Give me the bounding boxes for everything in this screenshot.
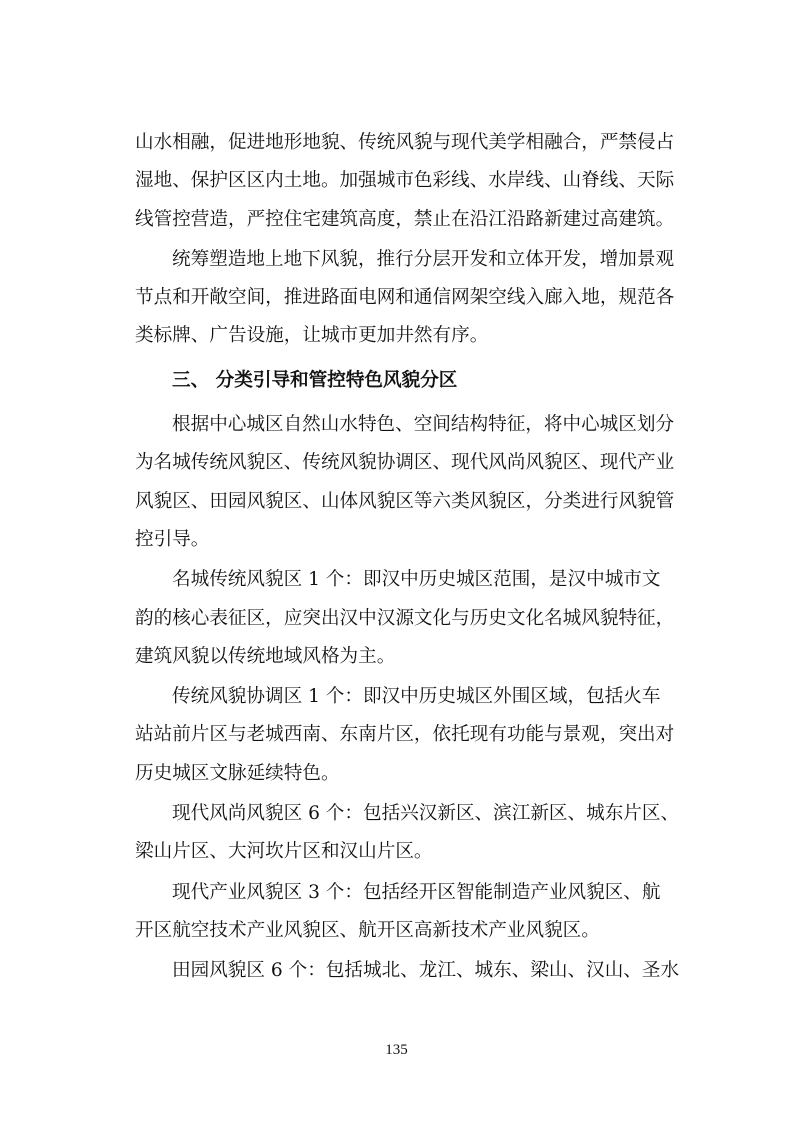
text-line: 统筹塑造地上地下风貌，推行分层开发和立体开发，增加景观	[172, 248, 675, 270]
page-number: 135	[385, 1042, 408, 1058]
text-line: 风貌区、田园风貌区、山体风貌区等六类风貌区，分类进行风貌管	[135, 490, 675, 512]
text-line: 站站前片区与老城西南、东南片区，依托现有功能与景观，突出对	[135, 724, 675, 746]
body-text	[135, 124, 701, 991]
text-line: 现代产业风貌区 3 个：包括经开区智能制造产业风貌区、航	[172, 881, 661, 903]
text-line: 为名城传统风貌区、传统风貌协调区、现代风尚风貌区、现代产业	[135, 452, 675, 474]
text-line: 田园风貌区 6 个：包括城北、龙江、城东、梁山、汉山、圣水	[172, 960, 680, 982]
section-heading: 三、 分类引导和管控特色风貌分区	[172, 369, 458, 391]
text-line: 开区航空技术产业风貌区、航开区高新技术产业风貌区。	[135, 919, 600, 941]
text-line: 现代风尚风貌区 6 个：包括兴汉新区、滨江新区、城东片区、	[172, 803, 680, 825]
text-line: 控引导。	[135, 528, 210, 550]
text-line: 山水相融，促进地形地貌、传统风貌与现代美学相融合，严禁侵占	[135, 132, 675, 153]
text-line: 节点和开敞空间，推进路面电网和通信网架空线入廊入地，规范各	[135, 287, 675, 309]
text-line: 韵的核心表征区，应突出汉中汉源文化与历史文化名城风貌特征，	[135, 607, 675, 629]
text-line: 建筑风貌以传统地域风格为主。	[135, 645, 396, 667]
text-line: 传统风貌协调区 1 个：即汉中历史城区外围区域，包括火车	[172, 686, 661, 708]
text-line: 湿地、保护区区内土地。加强城市色彩线、水岸线、山脊线、天际	[135, 170, 675, 192]
text-line: 根据中心城区自然山水特色、空间结构特征，将中心城区划分	[172, 414, 675, 436]
text-line: 线管控营造，严控住宅建筑高度，禁止在沿江沿路新建过高建筑。	[135, 208, 675, 230]
text-line: 梁山片区、大河坎片区和汉山片区。	[135, 841, 433, 863]
text-line: 类标牌、广告设施，让城市更加井然有序。	[135, 325, 489, 347]
text-line: 名城传统风貌区 1 个：即汉中历史城区范围，是汉中城市文	[172, 569, 661, 591]
text-line: 历史城区文脉延续特色。	[135, 762, 340, 784]
